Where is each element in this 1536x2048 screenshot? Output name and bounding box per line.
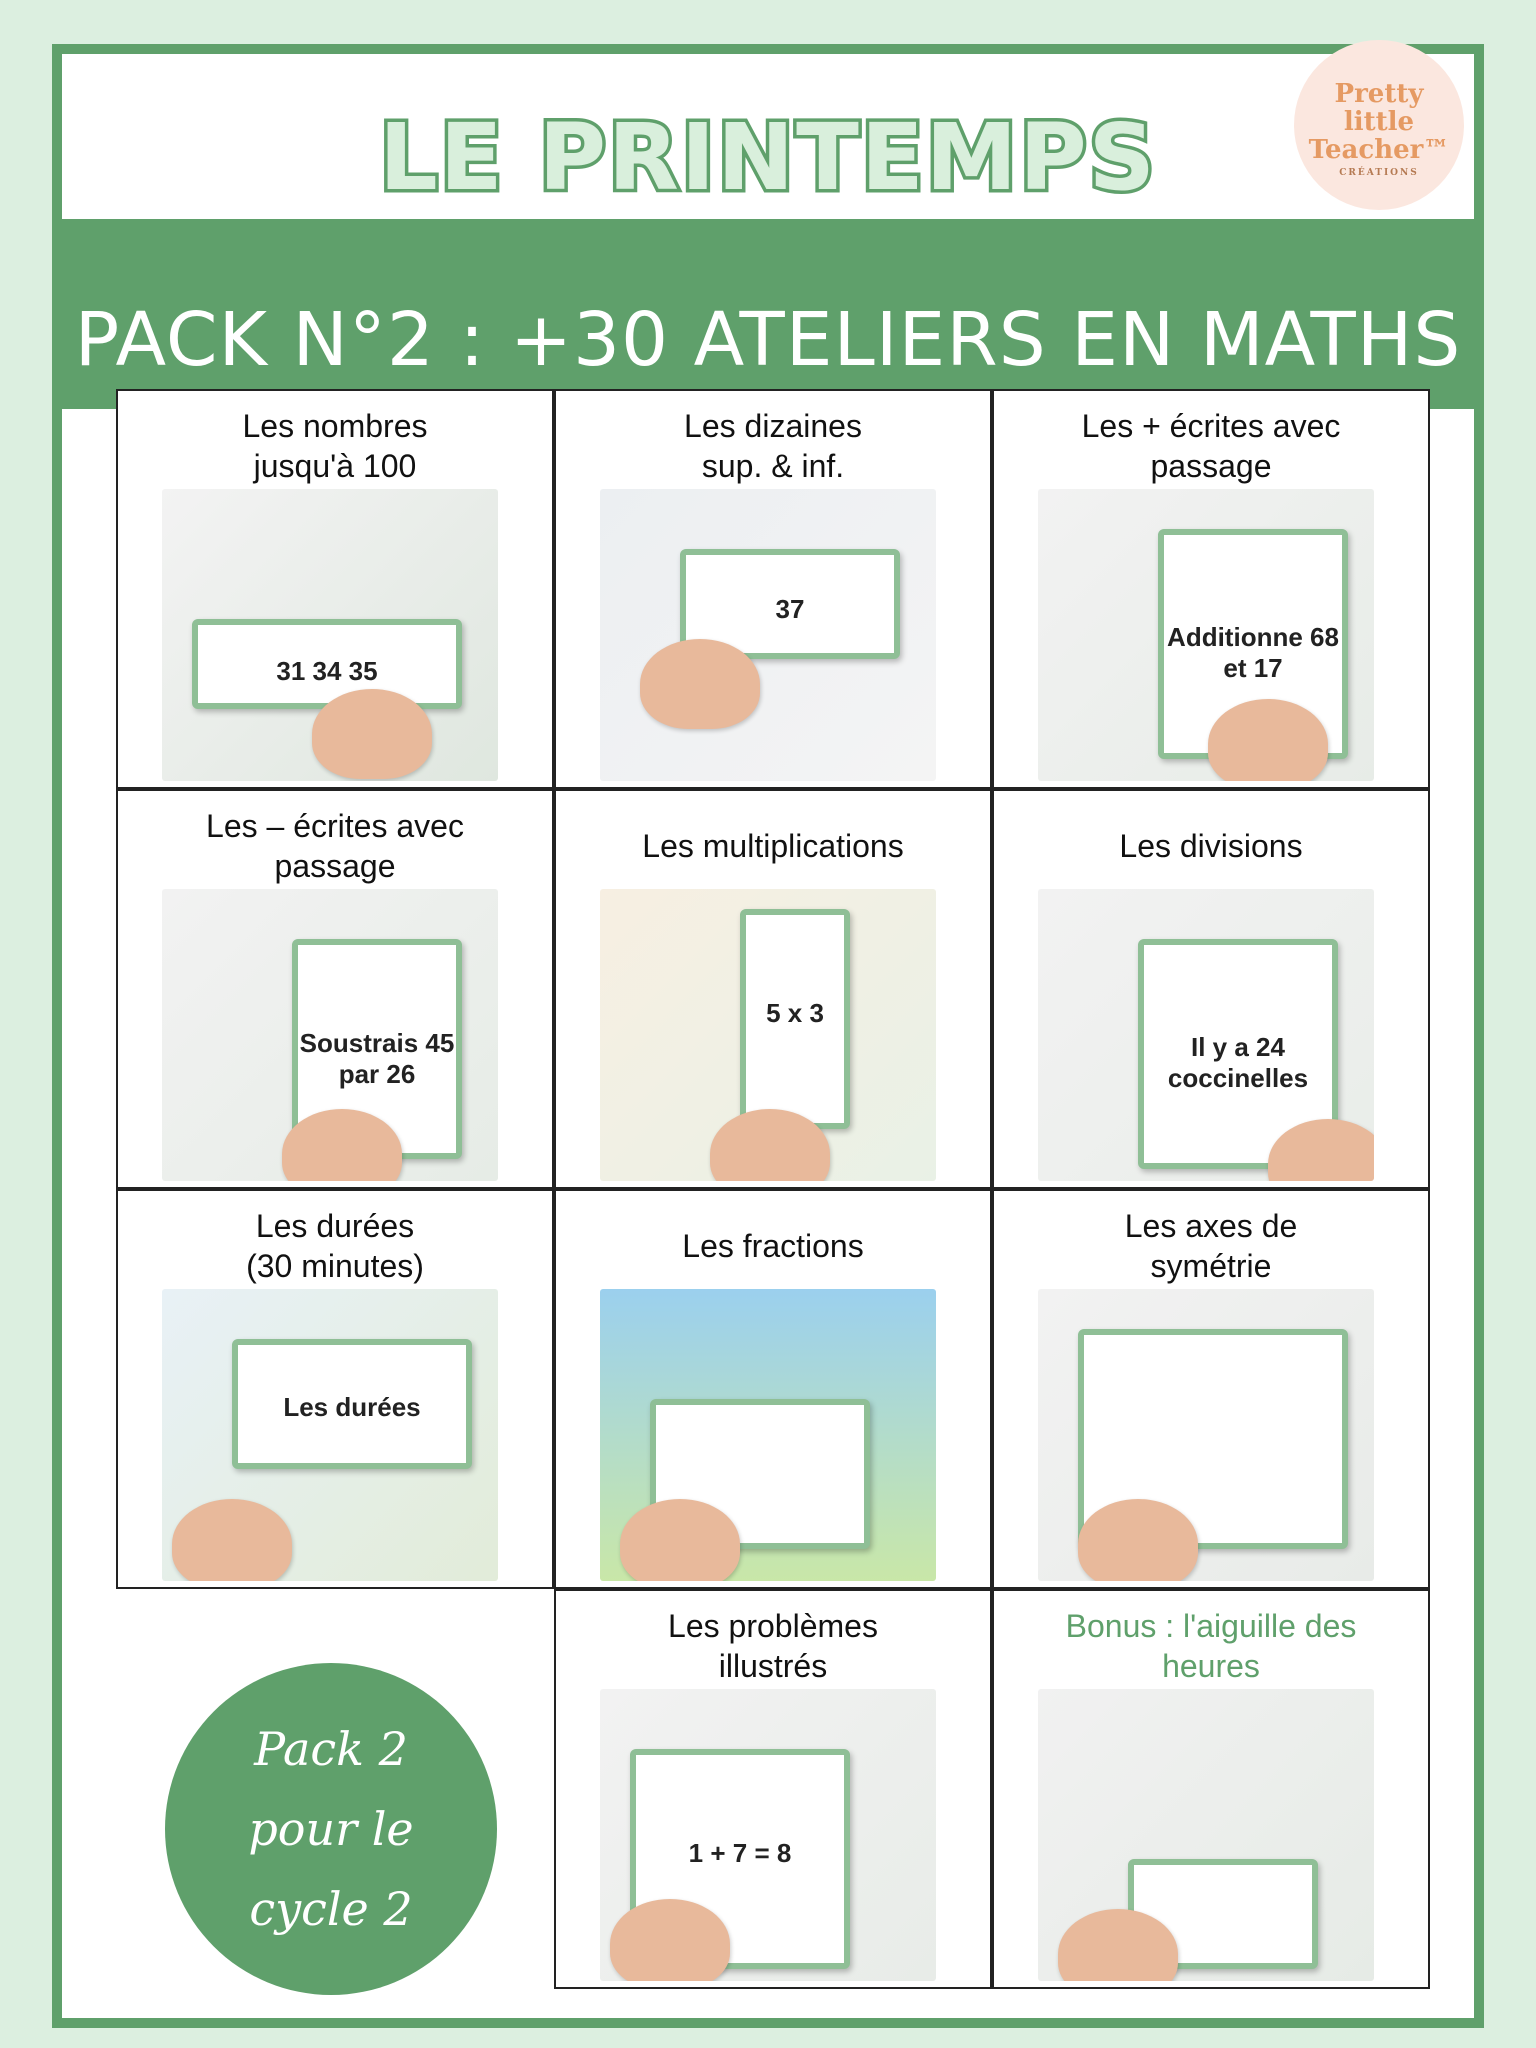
activity-card-text: 37 [775, 594, 805, 625]
workshop-photo [600, 889, 936, 1181]
workshop-title: Les divisions [1119, 828, 1303, 864]
logo-line-1: Pretty [1334, 79, 1424, 109]
activity-card [192, 619, 462, 709]
workshop-title: Les + écrites avec passage [1081, 408, 1341, 484]
hand-image [172, 1499, 292, 1581]
hand-image [640, 639, 760, 729]
workshop-cell [116, 1189, 554, 1589]
workshop-cell [992, 1189, 1430, 1589]
workshop-title: Les dizaines sup. & inf. [684, 408, 862, 484]
poster-title: LE PRINTEMPS [379, 104, 1157, 211]
workshop-title: Les nombres jusqu'à 100 [242, 408, 428, 484]
workshop-title: Les durées (30 minutes) [246, 1208, 424, 1284]
workshop-photo [600, 1289, 936, 1581]
workshop-title: Les problèmes illustrés [668, 1608, 878, 1684]
workshop-photo [600, 1689, 936, 1981]
workshop-title: Les fractions [682, 1228, 864, 1264]
workshop-cell [116, 389, 554, 789]
poster-subtitle: PACK N°2 : +30 ATELIERS EN MATHS [74, 297, 1462, 383]
workshop-title: Bonus : l'aiguille des heures [1065, 1608, 1357, 1684]
activity-card [740, 909, 850, 1129]
workshop-photo [1038, 489, 1374, 781]
workshop-cell [554, 789, 992, 1189]
hand-image [312, 689, 432, 779]
workshop-photo [162, 489, 498, 781]
activity-card-text: Soustrais 45 par 26 [299, 1028, 455, 1090]
activity-card-text: 31 34 35 [276, 656, 378, 687]
workshop-cell [992, 789, 1430, 1189]
activity-card-text: Il y a 24 coccinelles [1167, 1032, 1309, 1094]
workshop-cell [992, 1589, 1430, 1989]
workshop-title: Les – écrites avec passage [206, 808, 464, 884]
workshop-cell [554, 389, 992, 789]
workshop-photo [600, 489, 936, 781]
cycle-badge: Pack 2 pour le cycle 2 [165, 1663, 497, 1995]
workshop-photo [162, 889, 498, 1181]
activity-card-text: Additionne 68 et 17 [1167, 622, 1339, 684]
workshop-title: Les axes de symétrie [1124, 1208, 1298, 1284]
workshop-photo [162, 1289, 498, 1581]
activity-card-text: Les durées [283, 1392, 421, 1423]
workshop-cell [116, 789, 554, 1189]
workshop-cell [554, 1589, 992, 1989]
hand-image [610, 1899, 730, 1981]
workshop-title: Les multiplications [642, 828, 904, 864]
logo-line-2: little [1343, 107, 1415, 137]
workshop-cell [992, 389, 1430, 789]
hand-image [1078, 1499, 1198, 1581]
hand-image [1208, 699, 1328, 781]
poster-frame [52, 44, 1484, 2028]
hand-image [620, 1499, 740, 1581]
workshop-photo [1038, 1689, 1374, 1981]
activity-card-text: 5 x 3 [766, 998, 824, 1029]
workshop-photo [1038, 1289, 1374, 1581]
workshop-photo [1038, 889, 1374, 1181]
logo-line-4: CRÉATIONS [1339, 168, 1419, 178]
activity-card [232, 1339, 472, 1469]
subtitle-band [62, 219, 1474, 409]
activity-card-text: 1 + 7 = 8 [688, 1838, 792, 1869]
logo-line-3: Teacher™ [1308, 135, 1450, 165]
brand-logo [1294, 40, 1464, 210]
workshop-cell [554, 1189, 992, 1589]
